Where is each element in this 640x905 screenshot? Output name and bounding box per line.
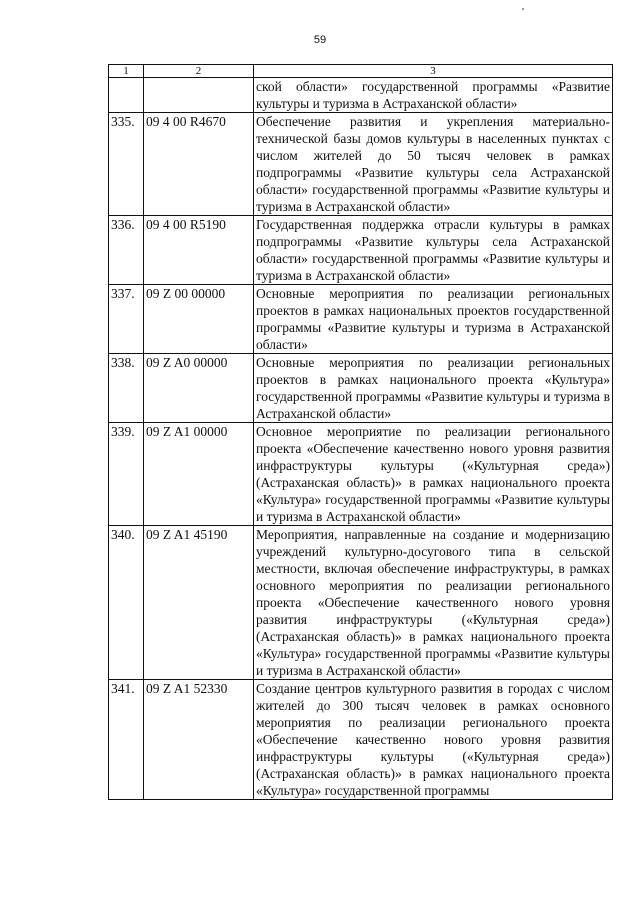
row-description: Основные мероприятия по реализации региональных проектов в рамках национального проекта «Культура» государственной программы «Развитие культуры и туризма в Астраханской области»	[254, 354, 613, 423]
row-description: Мероприятия, направленные на создание и модернизацию учреждений культурно-досугового типа в сельской местности, включая обеспечение инфраструктуры, в рамках основного мероприятия по реализации регионального проекта «Обеспечение качественного нового уровня развития инфраструктуры («Культурная среда») (Астраханская область)» в рамках национального проекта «Культура» государственной программы «Развитие культуры и туризма в Астраханской области»	[254, 526, 613, 680]
header-col-1: 1	[109, 65, 144, 78]
row-number: 337.	[109, 285, 144, 354]
table-row	[109, 354, 613, 423]
row-description: Обеспечение развития и укрепления материально-технической базы домов культуры в населенных пунктах с числом жителей до 50 тысяч человек в рамках подпрограммы «Развитие культуры села Астраханской области» государственной программы «Развитие культуры и туризма в Астраханской области»	[254, 113, 613, 216]
row-code: 09 4 00 R5190	[144, 216, 254, 285]
classification-table	[108, 64, 613, 800]
header-col-3: 3	[254, 65, 613, 78]
header-col-2: 2	[144, 65, 254, 78]
row-code: 09 Z A1 45190	[144, 526, 254, 680]
scan-speck	[522, 8, 524, 10]
row-code: 09 Z 00 00000	[144, 285, 254, 354]
table-header-row	[109, 65, 613, 78]
table-row	[109, 423, 613, 526]
row-code: 09 4 00 R4670	[144, 113, 254, 216]
row-code	[144, 78, 254, 113]
row-number: 335.	[109, 113, 144, 216]
table-row	[109, 78, 613, 113]
table-row	[109, 680, 613, 800]
row-number	[109, 78, 144, 113]
page-number: 59	[313, 34, 327, 46]
row-code: 09 Z A1 52330	[144, 680, 254, 800]
table-row	[109, 526, 613, 680]
row-code: 09 Z A0 00000	[144, 354, 254, 423]
row-number: 340.	[109, 526, 144, 680]
row-description: Создание центров культурного развития в городах с числом жителей до 300 тысяч человек в рамках основного мероприятия по реализации регионального проекта «Обеспечение качественно нового уровня развития инфраструктуры культуры («Культурная среда») (Астраханская область)» в рамках национального проекта «Культура» государственной программы	[254, 680, 613, 800]
row-code: 09 Z A1 00000	[144, 423, 254, 526]
table-row	[109, 113, 613, 216]
row-description: Государственная поддержка отрасли культуры в рамках подпрограммы «Развитие культуры села Астраханской области» государственной программы «Развитие культуры и туризма в Астраханской области»	[254, 216, 613, 285]
row-number: 339.	[109, 423, 144, 526]
row-number: 338.	[109, 354, 144, 423]
row-number: 341.	[109, 680, 144, 800]
row-number: 336.	[109, 216, 144, 285]
row-description: Основные мероприятия по реализации региональных проектов в рамках национальных проектов государственной программы «Развитие культуры и туризма в Астраханской области»	[254, 285, 613, 354]
row-description: ской области» государственной программы «Развитие культуры и туризма в Астраханской области»	[254, 78, 613, 113]
row-description: Основное мероприятие по реализации регионального проекта «Обеспечение качественно нового уровня развития инфраструктуры культуры («Культурная среда») (Астраханская область)» в рамках национального проекта «Культура» государственной программы «Развитие культуры и туризма в Астраханской области»	[254, 423, 613, 526]
table-row	[109, 285, 613, 354]
table-row	[109, 216, 613, 285]
